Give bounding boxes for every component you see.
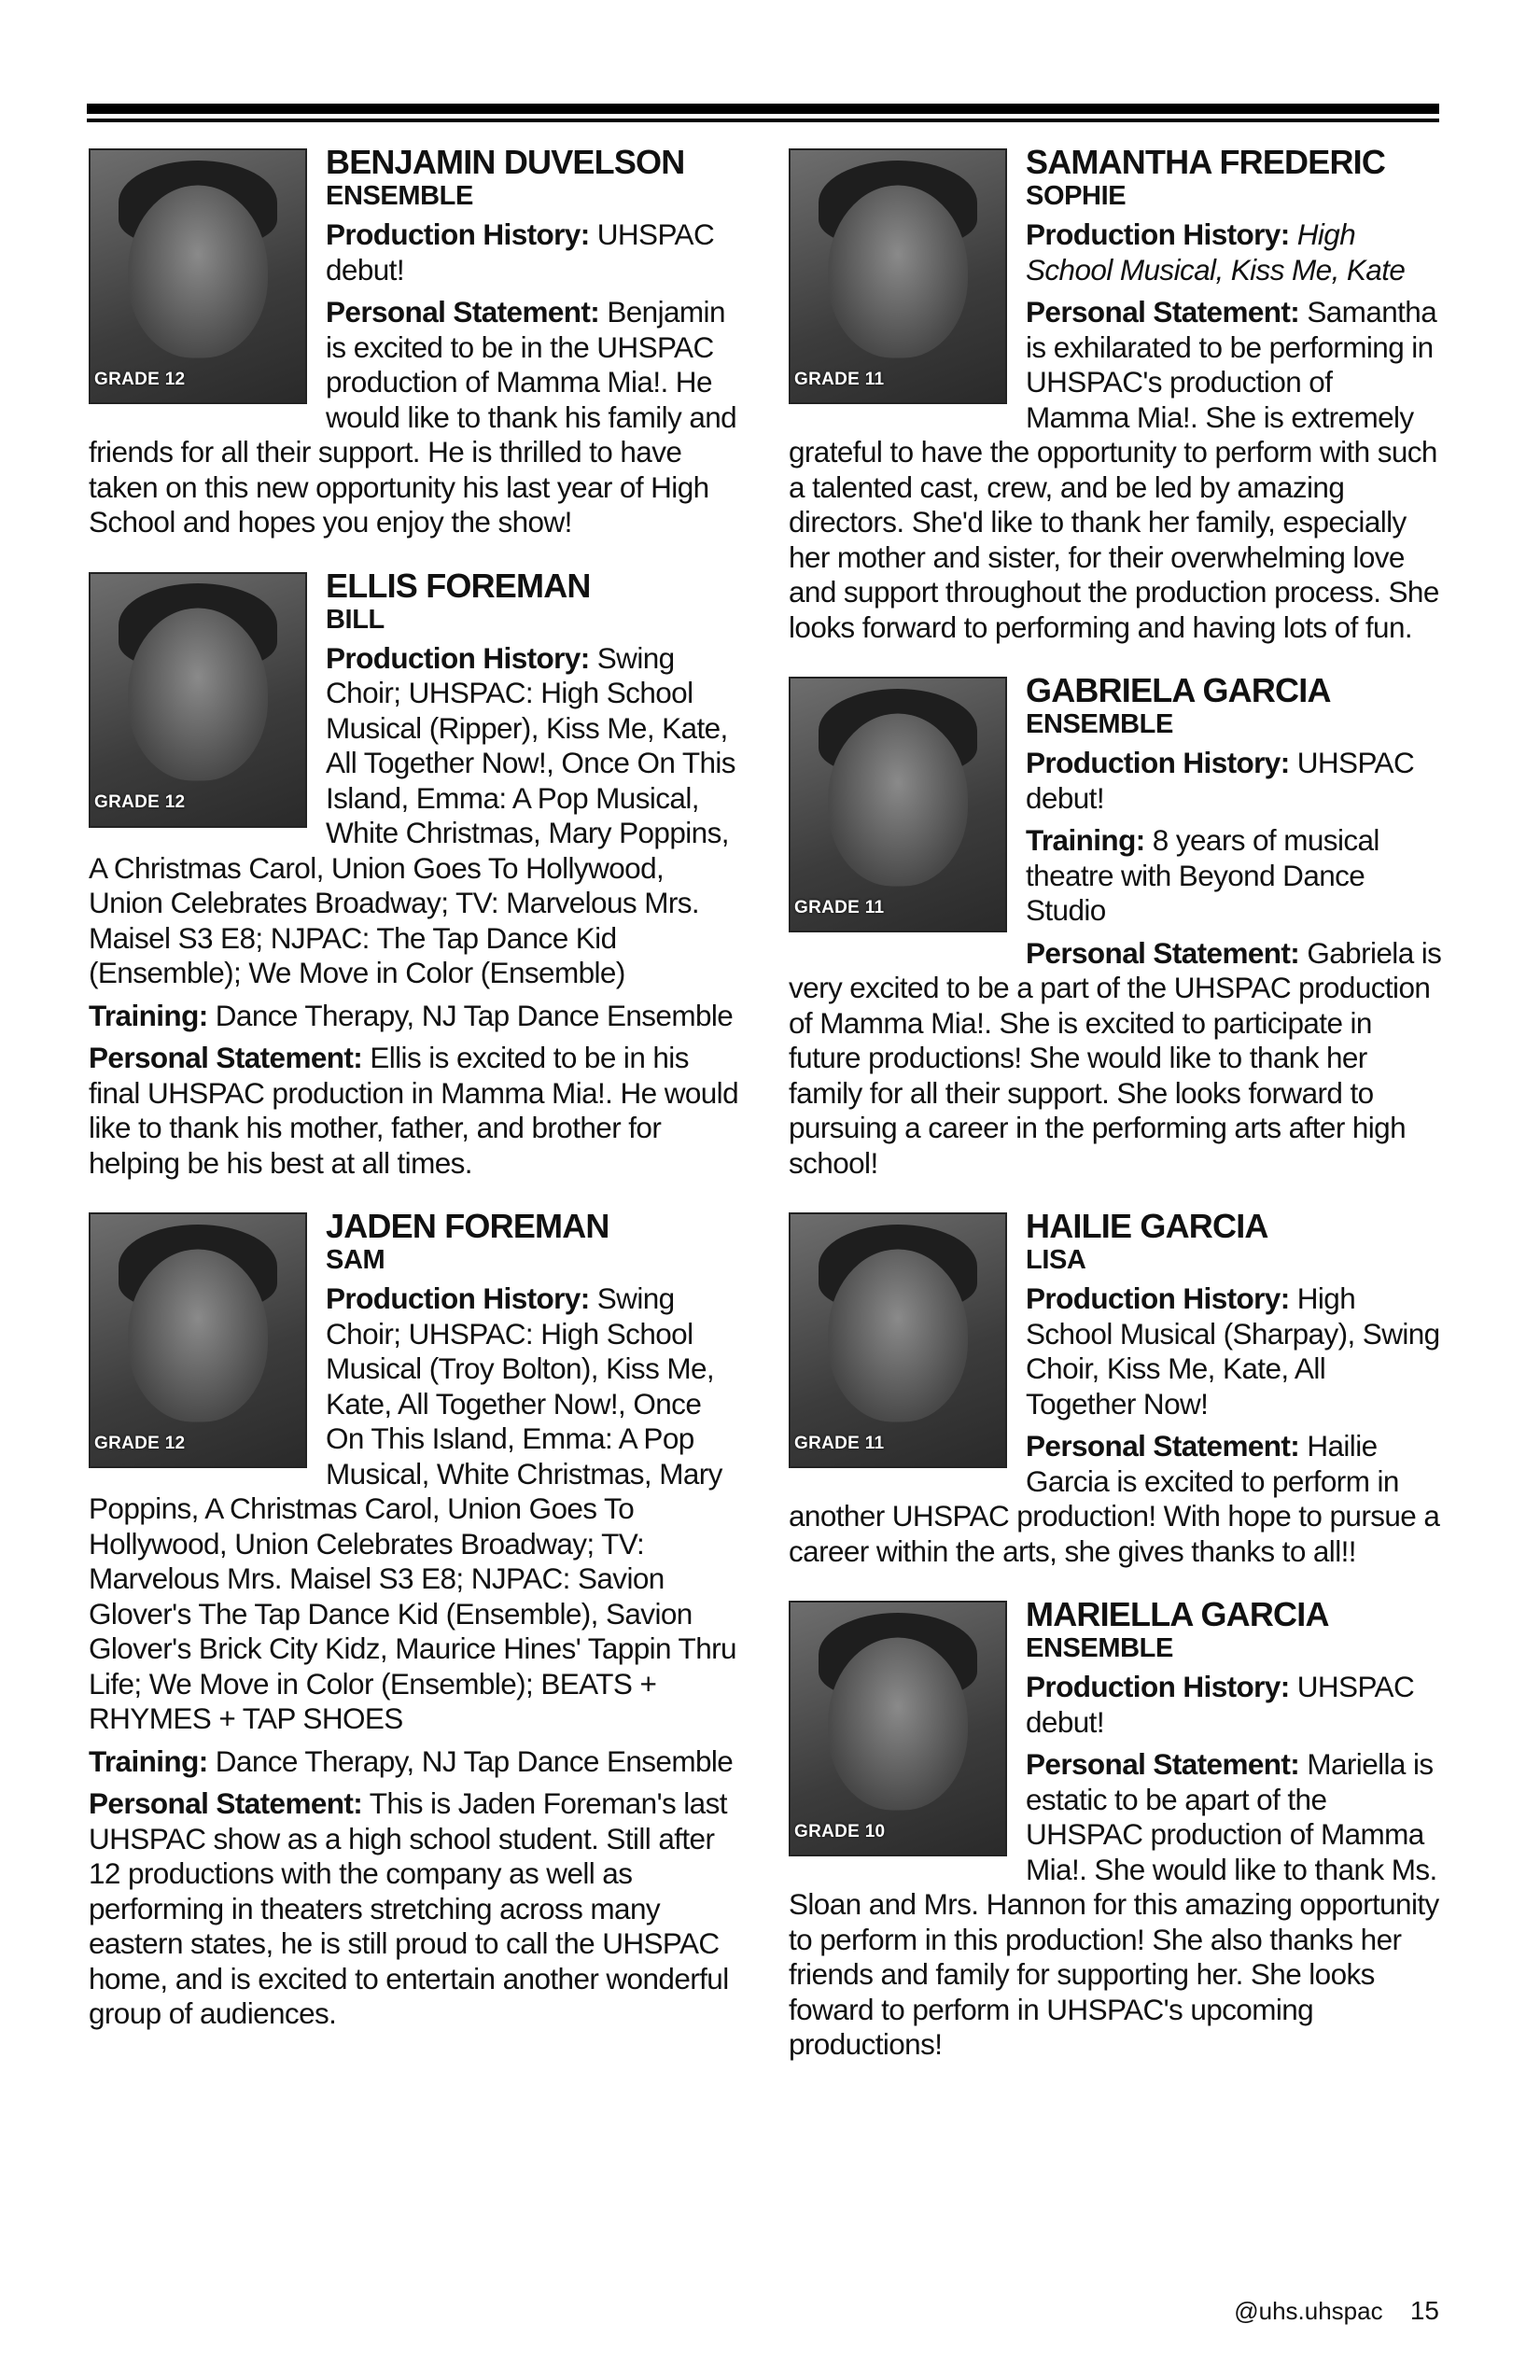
- production-history: Production History: High School Musical, Kiss Me, Kate: [1026, 217, 1406, 287]
- header-rule-thin: [87, 119, 1439, 122]
- production-history: Production History: High School Musical (Sharpay), Swing Choir, Kiss Me, Kate, All Together Now!: [1026, 1281, 1440, 1421]
- cast-name: BENJAMIN DUVELSON: [326, 143, 685, 181]
- cast-role: BILL: [326, 604, 385, 635]
- training: Training: 8 years of musical theatre with Beyond Dance Studio: [1026, 823, 1379, 927]
- cast-name: MARIELLA GARCIA: [1026, 1595, 1329, 1633]
- cast-role: ENSEMBLE: [326, 181, 473, 211]
- personal-statement: Personal Statement: Benjamin is excited to be in the UHSPAC production of Mamma Mia!. He would like to thank his family and friends for all their support. He is thrilled to have taken on this new opportunity his last year of High School and hopes you enjoy the show!: [89, 295, 737, 539]
- bio-entry: [789, 1209, 1442, 1576]
- grade-label: GRADE 11: [794, 1433, 885, 1453]
- grade-label: GRADE 10: [794, 1821, 886, 1841]
- production-history: Production History: UHSPAC debut!: [1026, 746, 1415, 815]
- cast-name: GABRIELA GARCIA: [1026, 671, 1331, 709]
- cast-name: JADEN FOREMAN: [326, 1207, 609, 1245]
- bio-entry: [89, 145, 742, 548]
- bio-entry: [89, 568, 742, 1189]
- production-history: Production History: UHSPAC debut!: [326, 217, 715, 287]
- personal-statement: Personal Statement: Hailie Garcia is excited to perform in another UHSPAC production! With hope to pursue a career within the arts, she gives thanks to all!!: [789, 1429, 1440, 1568]
- bio-entry: [789, 1597, 1442, 2070]
- cast-name: SAMANTHA FREDERIC: [1026, 143, 1386, 181]
- grade-label: GRADE 12: [94, 369, 186, 389]
- cast-role: SOPHIE: [1026, 181, 1127, 211]
- grade-label: GRADE 12: [94, 1433, 186, 1453]
- personal-statement: Personal Statement: Gabriela is very excited to be a part of the UHSPAC production of Mamma Mia!. She is excited to participate in future productions! She would like to thank her family for all their support. She looks forward to pursuing a career in the performing arts after high school!: [789, 935, 1442, 1180]
- production-history: Production History: Swing Choir; UHSPAC: High School Musical (Ripper), Kiss Me, Kate, All Together Now!, Once On This Island, Emma: A Pop Musical, White Christmas, Mary Poppins, A Christmas Carol, Union Goes To Hollywood, Union Celebrates Broadway; TV: Marvelous Mrs. Maisel S3 E8; NJPAC: The Tap Dance Kid (Ensemble); We Move in Color (Ensemble): [89, 640, 735, 989]
- bio-entry: [89, 1209, 742, 2039]
- bio-entry: [789, 673, 1442, 1188]
- page-number: 15: [1409, 2296, 1439, 2325]
- header-rule-thick: [87, 104, 1439, 114]
- left-column: [89, 145, 742, 2060]
- training: Training: Dance Therapy, NJ Tap Dance Ensemble: [89, 1743, 734, 1778]
- headshot-photo: [89, 148, 307, 404]
- cast-role: ENSEMBLE: [1026, 709, 1173, 739]
- headshot-photo: [789, 677, 1007, 932]
- cast-role: SAM: [326, 1245, 385, 1275]
- personal-statement: Personal Statement: Mariella is estatic to be apart of the UHSPAC production of Mamma Mia!. She would like to thank Ms. Sloan and Mrs. Hannon for this amazing opportunity to perform in this production! She also thanks her friends and family for supporting her. She looks foward to perform in UHSPAC's upcoming productions!: [789, 1747, 1439, 2061]
- headshot-photo: [789, 1212, 1007, 1468]
- headshot-photo: [789, 1601, 1007, 1856]
- page-footer: [1234, 2296, 1439, 2326]
- right-column: [789, 145, 1442, 2091]
- personal-statement: Personal Statement: This is Jaden Foreman's last UHSPAC show as a high school student. Still after 12 productions with the company as well as performing in theaters stretching across many eastern states, he is still proud to call the UHSPAC home, and is excited to entertain another wonderful group of audiences.: [89, 1786, 729, 2030]
- cast-role: ENSEMBLE: [1026, 1633, 1173, 1663]
- grade-label: GRADE 11: [794, 369, 885, 389]
- headshot-photo: [789, 148, 1007, 404]
- training: Training: Dance Therapy, NJ Tap Dance Ensemble: [89, 998, 734, 1032]
- personal-statement: Personal Statement: Ellis is excited to be in his final UHSPAC production in Mamma Mia!. He would like to thank his mother, father, and brother for helping be his best at all times.: [89, 1041, 738, 1180]
- production-history: Production History: UHSPAC debut!: [1026, 1670, 1415, 1739]
- production-history: Production History: Swing Choir; UHSPAC: High School Musical (Troy Bolton), Kiss Me, Kate, All Together Now!, Once On This Island, Emma: A Pop Musical, White Christmas, Mary Poppins, A Christmas Carol, Union Goes To Hollywood, Union Celebrates Broadway; TV: Marvelous Mrs. Maisel S3 E8; NJPAC: Savion Glover's The Tap Dance Kid (Ensemble), Savion Glover's Brick City Kidz, Maurice Hines' Tappin Thru Life; We Move in Color (Ensemble); BEATS + RHYMES + TAP SHOES: [89, 1281, 736, 1735]
- headshot-photo: [89, 1212, 307, 1468]
- bio-entry: [789, 145, 1442, 652]
- personal-statement: Personal Statement: Samantha is exhilarated to be performing in UHSPAC's production of Mamma Mia!. She is extremely grateful to have the opportunity to perform with such a talented cast, crew, and be led by amazing directors. She'd like to thank her family, especially her mother and sister, for their overwhelming love and support throughout the production process. She looks forward to performing and having lots of fun.: [789, 295, 1439, 644]
- cast-name: HAILIE GARCIA: [1026, 1207, 1268, 1245]
- cast-role: LISA: [1026, 1245, 1086, 1275]
- cast-name: ELLIS FOREMAN: [326, 566, 591, 605]
- grade-label: GRADE 11: [794, 897, 885, 917]
- social-handle: @uhs.uhspac: [1234, 2297, 1383, 2325]
- grade-label: GRADE 12: [94, 792, 186, 812]
- headshot-photo: [89, 572, 307, 828]
